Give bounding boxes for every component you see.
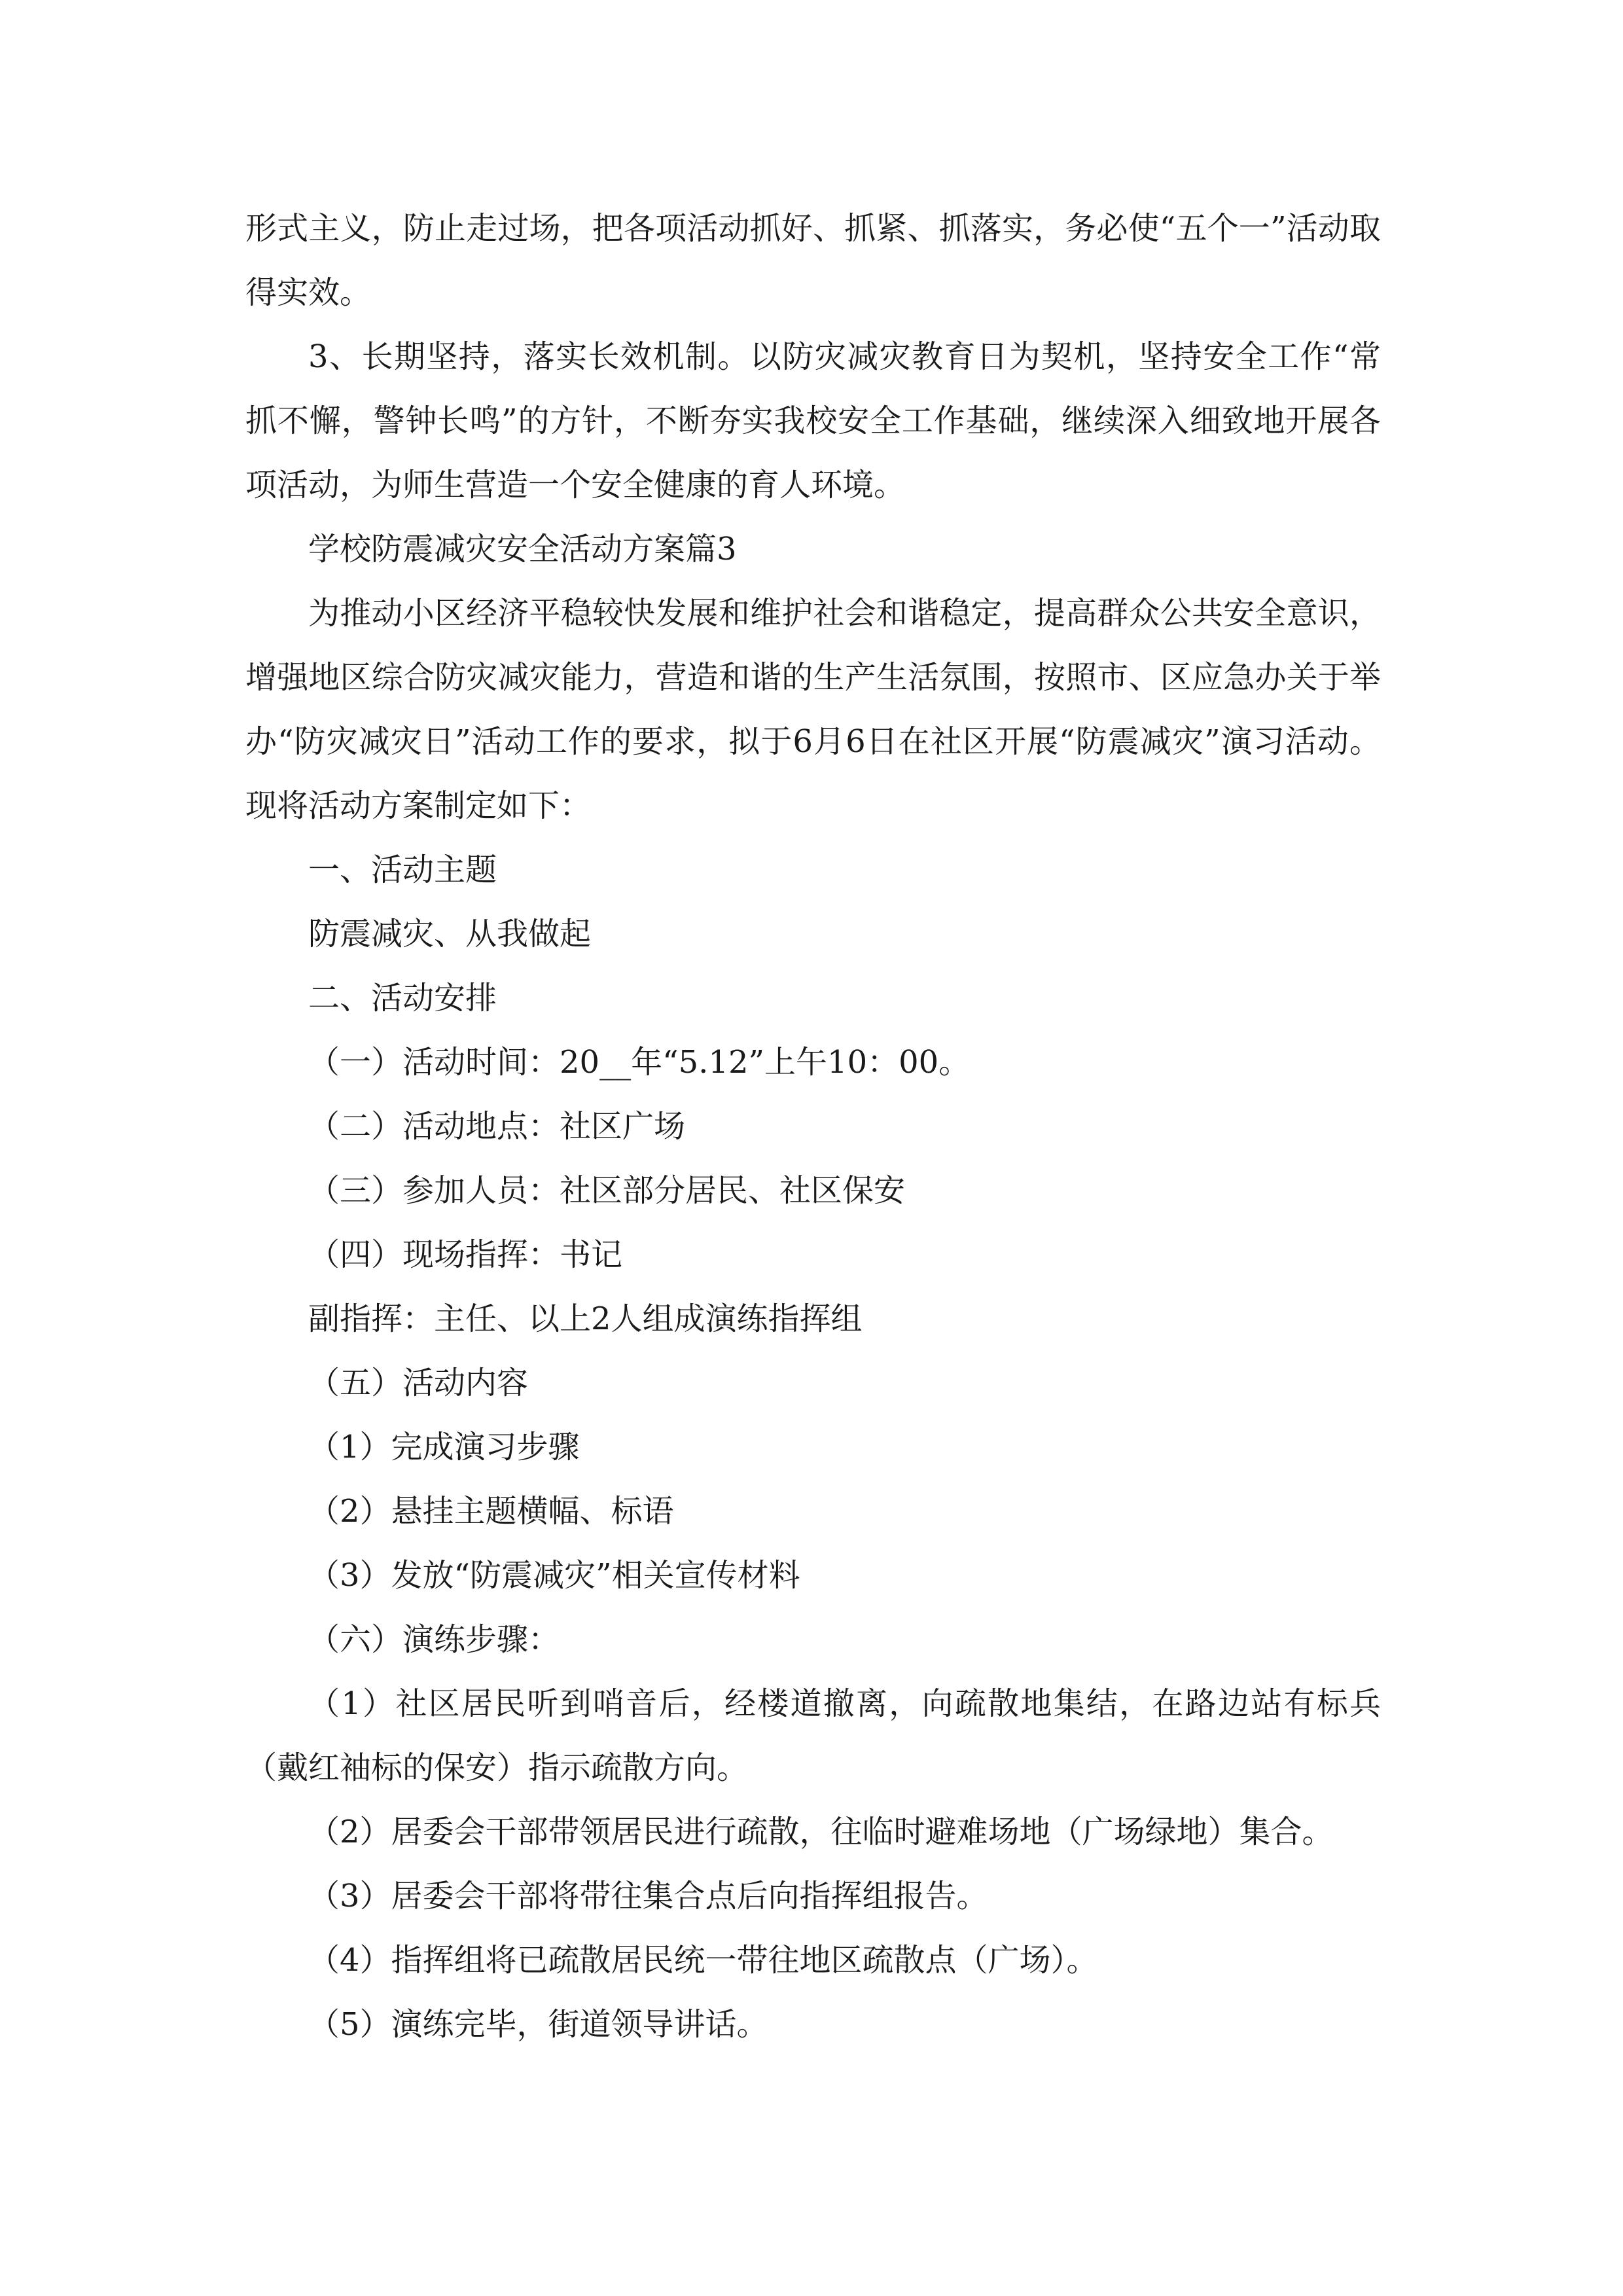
drill-step-5: （5）演练完毕，街道领导讲话。 — [308, 2006, 768, 2043]
drill-step-2: （2）居委会干部带领居民进行疏散，往临时避难场地（广场绿地）集合。 — [308, 1814, 1334, 1850]
drill-step-1: （1）社区居民听到哨音后，经楼道撤离，向疏散地集结，在路边站有标兵（戴红袖标的保安）指示疏散方向。 — [245, 1685, 1381, 1786]
heading-activity-arrangement: 二、活动安排 — [308, 980, 497, 1016]
item-activity-location: （二）活动地点：社区广场 — [308, 1108, 686, 1145]
content-item-3: （3）发放“防震减灾”相关宣传材料 — [308, 1557, 800, 1594]
paragraph-theme: 防震减灾、从我做起 — [308, 916, 592, 952]
item-site-commander: （四）现场指挥：书记 — [308, 1236, 623, 1273]
item-deputy-commander: 副指挥：主任、以上2人组成演练指挥组 — [308, 1300, 863, 1337]
heading-activity-theme: 一、活动主题 — [308, 852, 497, 888]
drill-step-4: （4）指挥组将已疏散居民统一带往地区疏散点（广场）。 — [308, 1942, 1098, 1979]
section-heading-plan-3: 学校防震减灾安全活动方案篇3 — [308, 531, 737, 567]
item-participants: （三）参加人员：社区部分居民、社区保安 — [308, 1172, 906, 1209]
paragraph-continuation: 形式主义，防止走过场，把各项活动抓好、抓紧、抓落实，务必使“五个一”活动取得实效。 — [245, 210, 1381, 311]
drill-step-3: （3）居委会干部将带往集合点后向指挥组报告。 — [308, 1878, 988, 1914]
content-item-2: （2）悬挂主题横幅、标语 — [308, 1493, 674, 1530]
paragraph-intro: 为推动小区经济平稳较快发展和维护社会和谐稳定，提高群众公共安全意识，增强地区综合防灾减灾能力，营造和谐的生产生活氛围，按照市、区应急办关于举办“防灾减灾日”活动工作的要求，拟于6月6日在社区开展“防震减灾”演习活动。现将活动方案制定如下： — [245, 595, 1381, 824]
document-body — [245, 196, 1381, 2056]
item-activity-content: （五）活动内容 — [308, 1365, 529, 1401]
content-item-1: （1）完成演习步骤 — [308, 1429, 580, 1465]
item-drill-steps: （六）演练步骤： — [308, 1621, 560, 1658]
item-activity-time: （一）活动时间：20__年“5.12”上午10：00。 — [308, 1044, 971, 1081]
paragraph-long-term: 3、长期坚持，落实长效机制。以防灾减灾教育日为契机，坚持安全工作“常抓不懈，警钟长鸣”的方针，不断夯实我校安全工作基础，继续深入细致地开展各项活动，为师生营造一个安全健康的育人环境。 — [245, 338, 1381, 503]
